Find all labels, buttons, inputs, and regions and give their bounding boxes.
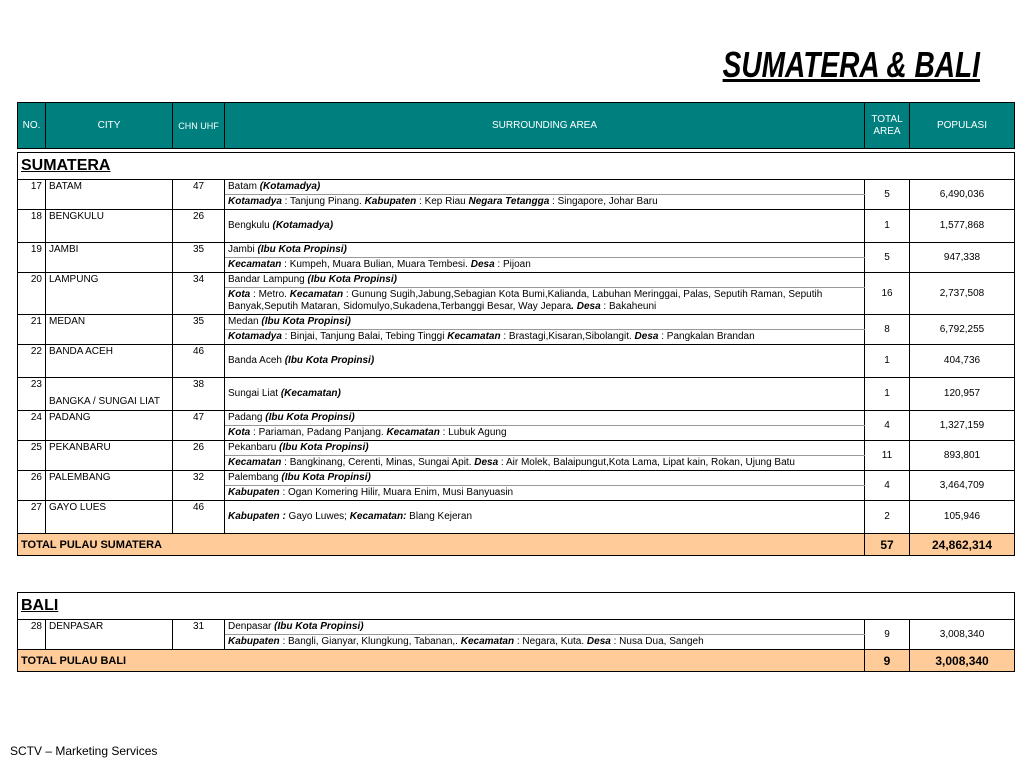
cell-surrounding-detail	[225, 195, 865, 210]
cell-populasi: 120,957	[910, 378, 1015, 411]
cell-populasi: 6,490,036	[910, 180, 1015, 210]
cell-surrounding-area	[225, 273, 865, 288]
area-term: Kecamatan	[289, 289, 344, 300]
cell-city: PALEMBANG	[46, 471, 173, 501]
area-text: : Pangkalan Brandan	[658, 331, 755, 342]
area-text: : Pijoan	[494, 259, 531, 270]
section-title: SUMATERA	[18, 153, 1015, 180]
table-row	[18, 210, 1015, 243]
cell-chn: 38	[173, 378, 225, 411]
area-text: : Nusa Dua, Sangeh	[610, 636, 704, 647]
cell-total-area: 1	[865, 378, 910, 411]
area-text: : Lubuk Agung	[439, 427, 507, 438]
area-term: (Ibu Kota Propinsi)	[274, 621, 364, 632]
cell-surrounding-detail	[225, 635, 865, 650]
cell-no: 25	[18, 441, 46, 471]
cell-surrounding-area	[225, 378, 865, 411]
area-term: Kota	[228, 289, 251, 300]
cell-city: LAMPUNG	[46, 273, 173, 315]
cell-populasi: 2,737,508	[910, 273, 1015, 315]
cell-chn: 47	[173, 411, 225, 441]
area-term: (Ibu Kota Propinsi)	[257, 244, 347, 255]
cell-no: 26	[18, 471, 46, 501]
header-chn-uhf: CHN UHF	[173, 103, 225, 149]
cell-total-area: 4	[865, 411, 910, 441]
table-header	[17, 102, 1015, 149]
cell-surrounding-area	[225, 210, 865, 243]
total-row	[18, 534, 1015, 556]
area-text: Palembang	[228, 472, 282, 483]
cell-total-area: 16	[865, 273, 910, 315]
area-text: Blang Kejeran	[406, 511, 473, 522]
area-term: Kabupaten	[228, 636, 280, 647]
cell-total-area: 1	[865, 345, 910, 378]
header-no: NO.	[18, 103, 46, 149]
area-term: (Ibu Kota Propinsi)	[307, 274, 397, 285]
cell-populasi: 3,008,340	[910, 620, 1015, 650]
area-term: (Kotamadya)	[259, 181, 321, 192]
header-populasi: POPULASI	[910, 103, 1015, 149]
cell-city: DENPASAR	[46, 620, 173, 650]
area-text: Banda Aceh	[228, 355, 285, 366]
area-text: Pekanbaru	[228, 442, 280, 453]
total-populasi: 24,862,314	[910, 534, 1015, 556]
cell-surrounding-area	[225, 411, 865, 426]
area-text: : Kep Riau	[416, 196, 469, 207]
cell-populasi: 893,801	[910, 441, 1015, 471]
area-term: (Kecamatan)	[280, 388, 341, 399]
cell-no: 23	[18, 378, 46, 411]
area-term: Kecamatan:	[349, 511, 407, 522]
cell-populasi: 6,792,255	[910, 315, 1015, 345]
table-row	[18, 501, 1015, 534]
area-term: Desa	[474, 457, 499, 468]
area-term: Kecamatan	[228, 457, 282, 468]
area-text: : Negara, Kuta.	[514, 636, 587, 647]
cell-no: 21	[18, 315, 46, 345]
cell-city: BANGKA / SUNGAI LIAT	[46, 378, 173, 411]
cell-surrounding-detail	[225, 330, 865, 345]
area-term: (Ibu Kota Propinsi)	[261, 316, 351, 327]
cell-surrounding-area	[225, 441, 865, 456]
area-text: : Tanjung Pinang.	[281, 196, 365, 207]
cell-no: 24	[18, 411, 46, 441]
footer-text: SCTV – Marketing Services	[10, 744, 158, 758]
area-term: (Kotamadya)	[272, 220, 334, 231]
area-term: Negara Tetangga	[468, 196, 550, 207]
cell-total-area: 8	[865, 315, 910, 345]
area-text: Medan	[228, 316, 262, 327]
cell-total-area: 1	[865, 210, 910, 243]
cell-surrounding-area	[225, 471, 865, 486]
area-term: (Ibu Kota Propinsi)	[281, 472, 371, 483]
area-term: Kecamatan	[447, 331, 501, 342]
area-term: Kabupaten	[364, 196, 417, 207]
area-text: : Bangli, Gianyar, Klungkung, Tabanan,.	[279, 636, 461, 647]
cell-city: PEKANBARU	[46, 441, 173, 471]
area-text: : Gunung Sugih,Jabung,Sebagian Kota Bumi,Kalianda, Labuhan Meringgai, Palas, Seputih Raman, Seputih Banyak,Seputih Mataran, Sidomulyo,Sukadena,Terbanggi Besar, Way Jepara	[228, 289, 823, 312]
area-term: Kotamadya	[228, 196, 282, 207]
cell-populasi: 1,577,868	[910, 210, 1015, 243]
header-city: CITY	[46, 103, 173, 149]
cell-populasi: 3,464,709	[910, 471, 1015, 501]
area-text: : Kumpeh, Muara Bulian, Muara Tembesi.	[281, 259, 471, 270]
cell-surrounding-detail	[225, 486, 865, 501]
area-text: : Air Molek, Balaipungut,Kota Lama, Lipat kain, Rokan, Ujung Batu	[498, 457, 795, 468]
area-text: : Metro.	[250, 289, 290, 300]
cell-no: 17	[18, 180, 46, 210]
area-term: Kotamadya	[228, 331, 282, 342]
area-text: Bengkulu	[228, 220, 273, 231]
cell-surrounding-detail	[225, 456, 865, 471]
table-row	[18, 378, 1015, 411]
table-row	[18, 441, 1015, 456]
cell-total-area: 5	[865, 243, 910, 273]
table-row	[18, 471, 1015, 486]
table-row	[18, 273, 1015, 288]
total-area: 9	[865, 650, 910, 672]
cell-city: JAMBI	[46, 243, 173, 273]
area-term: (Ibu Kota Propinsi)	[265, 412, 355, 423]
area-text: : Singapore, Johar Baru	[549, 196, 658, 207]
total-label: TOTAL PULAU SUMATERA	[18, 534, 865, 556]
area-term: Desa	[586, 636, 611, 647]
sumatera-table	[17, 152, 1015, 556]
area-term: Kabupaten :	[228, 511, 286, 522]
cell-no: 22	[18, 345, 46, 378]
cell-surrounding-area	[225, 243, 865, 258]
area-term: . Desa	[571, 301, 601, 312]
table-row	[18, 180, 1015, 195]
header-surrounding-area: SURROUNDING AREA	[225, 103, 865, 149]
bali-table	[17, 592, 1015, 672]
area-text: : Bangkinang, Cerenti, Minas, Sungai Apit.	[281, 457, 475, 468]
cell-surrounding-detail	[225, 426, 865, 441]
cell-chn: 32	[173, 471, 225, 501]
page-title: SUMATERA & BALI	[722, 44, 980, 85]
cell-city: BENGKULU	[46, 210, 173, 243]
table-row	[18, 620, 1015, 635]
cell-populasi: 1,327,159	[910, 411, 1015, 441]
cell-city: GAYO LUES	[46, 501, 173, 534]
area-text: : Ogan Komering Hilir, Muara Enim, Musi Banyuasin	[279, 487, 514, 498]
cell-surrounding-area	[225, 315, 865, 330]
section-row	[18, 153, 1015, 180]
cell-total-area: 5	[865, 180, 910, 210]
cell-surrounding-area	[225, 620, 865, 635]
cell-no: 19	[18, 243, 46, 273]
cell-no: 20	[18, 273, 46, 315]
area-text: Bandar Lampung	[228, 274, 308, 285]
cell-total-area: 2	[865, 501, 910, 534]
area-text: : Bakaheuni	[600, 301, 657, 312]
area-text: : Pariaman, Padang Panjang.	[250, 427, 387, 438]
total-row	[18, 650, 1015, 672]
cell-city: BANDA ACEH	[46, 345, 173, 378]
total-label: TOTAL PULAU BALI	[18, 650, 865, 672]
cell-populasi: 947,338	[910, 243, 1015, 273]
table-row	[18, 411, 1015, 426]
area-term: Desa	[634, 331, 659, 342]
cell-surrounding-area	[225, 345, 865, 378]
cell-surrounding-area	[225, 180, 865, 195]
cell-chn: 35	[173, 315, 225, 345]
table-row	[18, 345, 1015, 378]
cell-chn: 35	[173, 243, 225, 273]
area-text: Gayo Luwes;	[285, 511, 350, 522]
section-row	[18, 593, 1015, 620]
table-row	[18, 243, 1015, 258]
area-term: (Ibu Kota Propinsi)	[279, 442, 369, 453]
total-area: 57	[865, 534, 910, 556]
area-term: (Ibu Kota Propinsi)	[284, 355, 375, 366]
area-text: Batam	[228, 181, 260, 192]
cell-surrounding-area	[225, 501, 865, 534]
cell-surrounding-detail	[225, 288, 865, 315]
cell-chn: 26	[173, 441, 225, 471]
cell-city: BATAM	[46, 180, 173, 210]
cell-total-area: 4	[865, 471, 910, 501]
cell-no: 18	[18, 210, 46, 243]
area-term: Kota	[228, 427, 251, 438]
cell-chn: 47	[173, 180, 225, 210]
area-term: Kecamatan	[228, 259, 282, 270]
cell-chn: 26	[173, 210, 225, 243]
area-text: Padang	[228, 412, 266, 423]
area-term: Kabupaten	[228, 487, 280, 498]
area-term: Desa	[470, 259, 495, 270]
section-title: BALI	[18, 593, 1015, 620]
header-total-area-line2: AREA	[873, 125, 901, 137]
cell-city: PADANG	[46, 411, 173, 441]
cell-chn: 31	[173, 620, 225, 650]
cell-city: MEDAN	[46, 315, 173, 345]
cell-total-area: 9	[865, 620, 910, 650]
cell-total-area: 11	[865, 441, 910, 471]
cell-chn: 34	[173, 273, 225, 315]
area-text: Sungai Liat	[228, 388, 281, 399]
cell-surrounding-detail	[225, 258, 865, 273]
area-text: : Brastagi,Kisaran,Sibolangit.	[500, 331, 635, 342]
area-term: Kecamatan	[460, 636, 515, 647]
cell-no: 28	[18, 620, 46, 650]
cell-chn: 46	[173, 501, 225, 534]
cell-populasi: 105,946	[910, 501, 1015, 534]
header-total-area-line1: TOTAL	[871, 113, 903, 125]
area-term: Kecamatan	[386, 427, 440, 438]
cell-chn: 46	[173, 345, 225, 378]
area-text: Denpasar	[228, 621, 275, 632]
total-populasi: 3,008,340	[910, 650, 1015, 672]
area-text: Jambi	[228, 244, 258, 255]
cell-no: 27	[18, 501, 46, 534]
cell-populasi: 404,736	[910, 345, 1015, 378]
table-row	[18, 315, 1015, 330]
area-text: : Binjai, Tanjung Balai, Tebing Tinggi	[281, 331, 448, 342]
header-total-area	[865, 103, 910, 149]
